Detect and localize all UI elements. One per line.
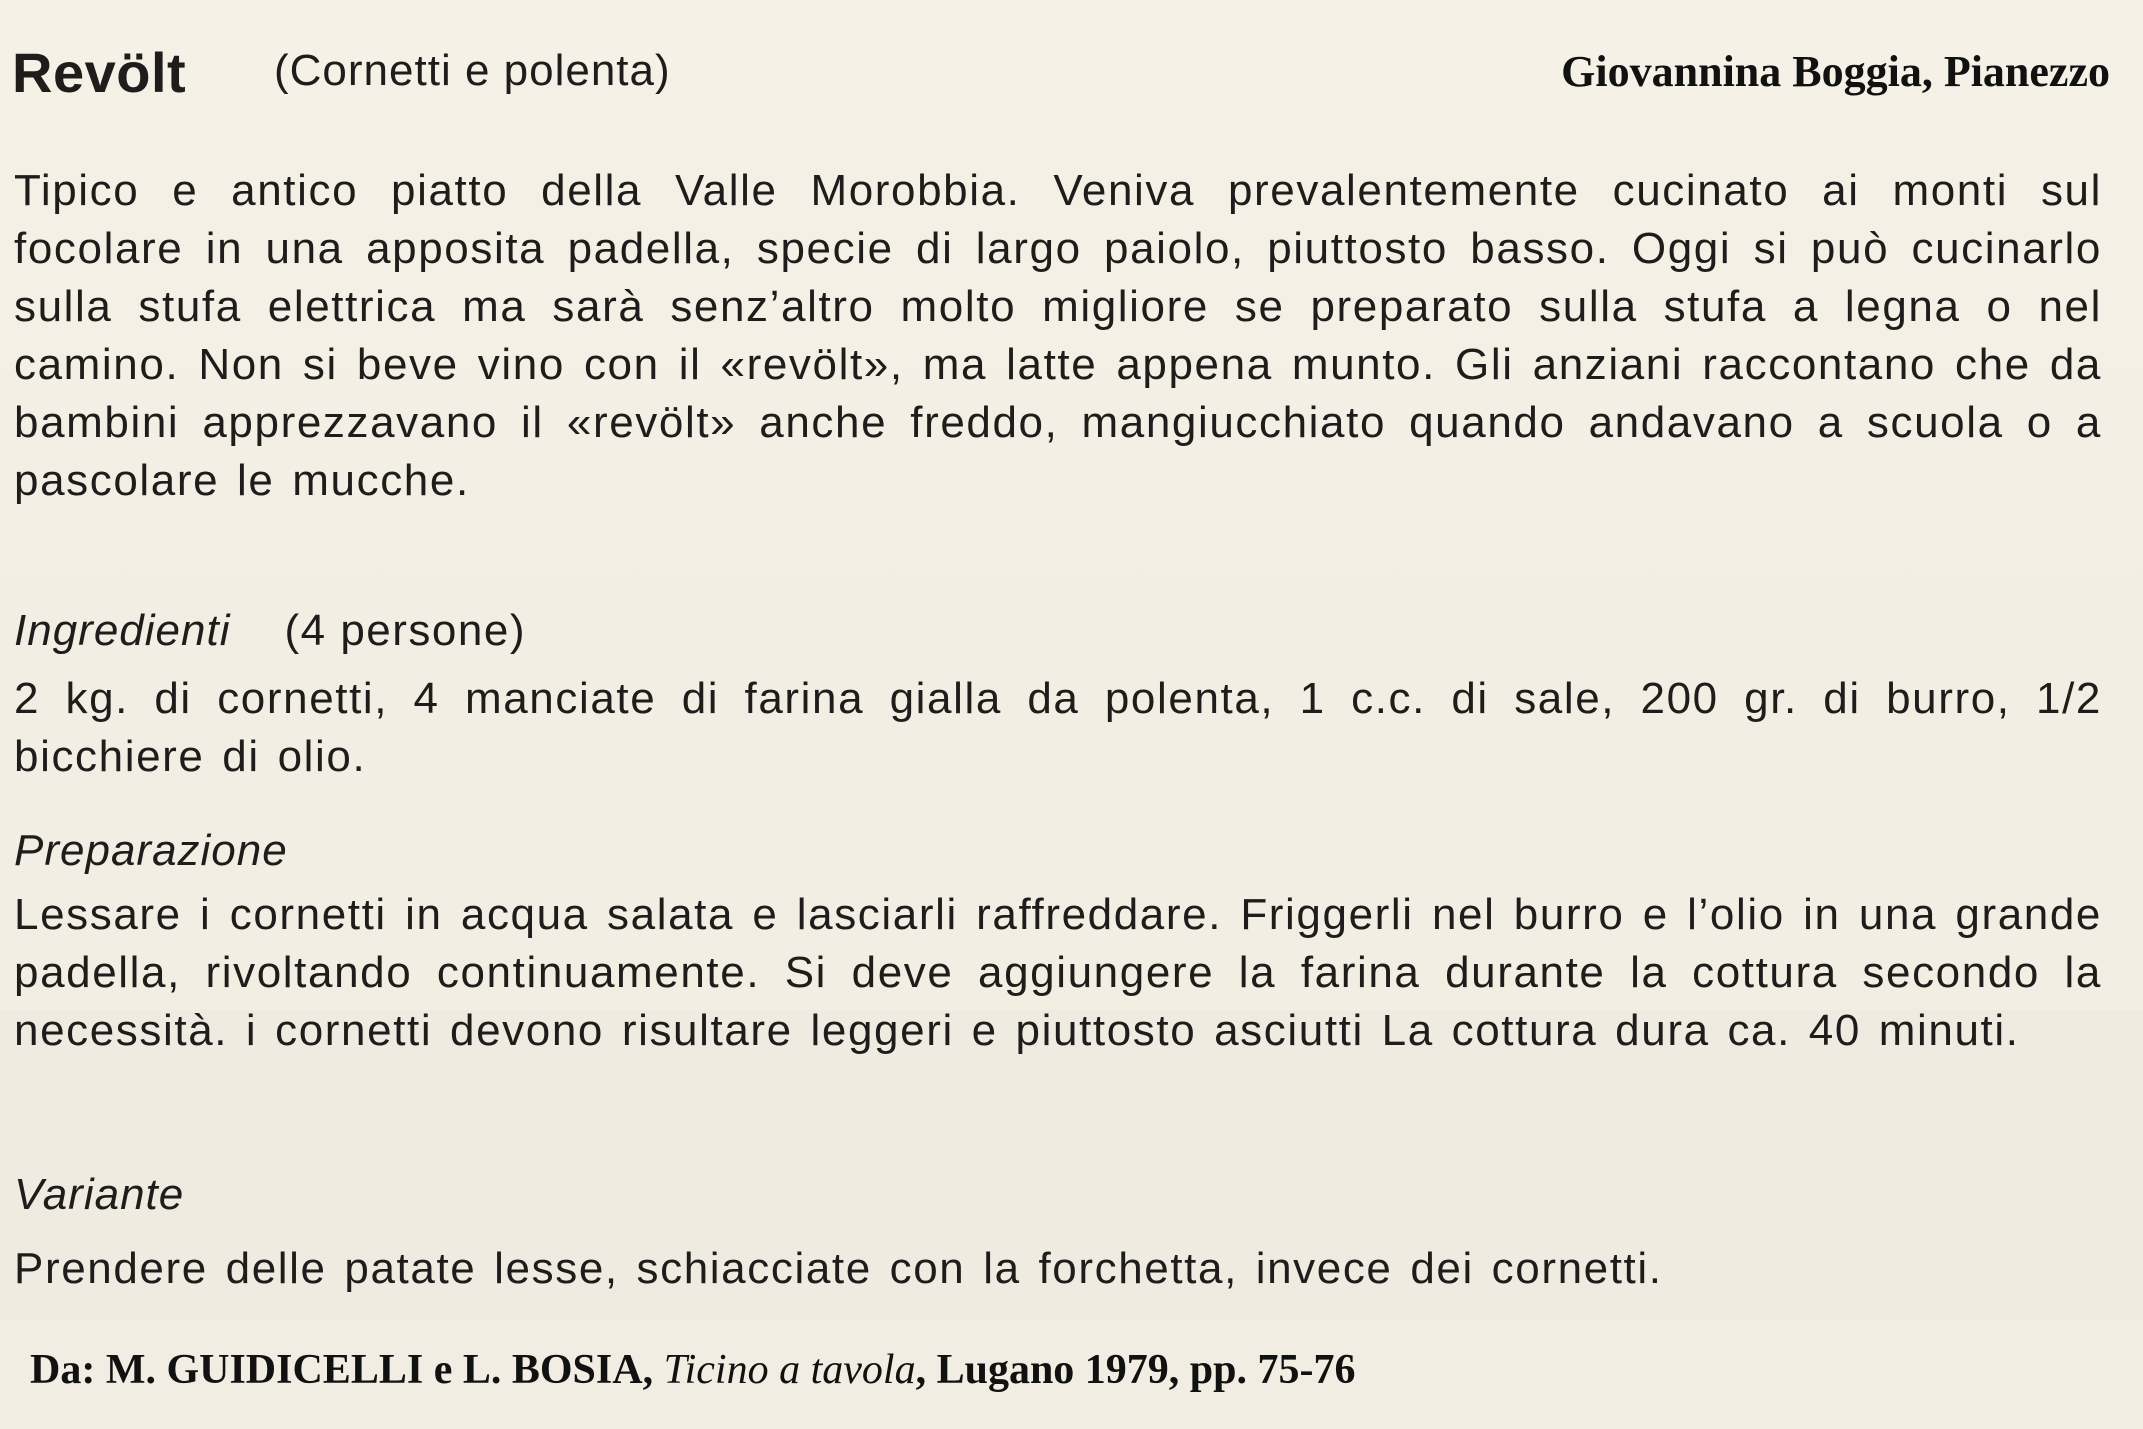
ingredients-text: 2 kg. di cornetti, 4 manciate di farina gialla da polenta, 1 c.c. di sale, 200 gr. di burro, 1/2 bicchiere di olio. (14, 674, 2102, 781)
source-book-title: Ticino a tavola (663, 1347, 916, 1393)
ingredients-servings: (4 persone) (284, 606, 526, 655)
ingredients-heading-label: Ingredienti (14, 606, 231, 655)
preparation-heading: Preparazione (14, 826, 288, 875)
title-row (12, 36, 2122, 116)
variant-text: Prendere delle patate lesse, schiacciate con la forchetta, invece dei cornetti. (14, 1244, 1663, 1293)
recipe-author: Giovannina Boggia, Pianezzo (1561, 47, 2110, 96)
intro-paragraph: Tipico e antico piatto della Valle Morobbia. Veniva prevalentemente cucinato ai monti sul focolare in una apposita padella, specie di largo paiolo, piuttosto basso. Oggi si può cucinarlo sulla stufa elettrica ma sarà senz’altro molto migliore se preparato sulla stufa a legna o nel camino. Non si beve vino con il «revölt», ma latte appena munto. Gli anziani raccontano che da bambini apprezzavano il «revölt» anche freddo, mangiucchiato quando andavano a scuola o a pascolare le mucche. (14, 166, 2102, 505)
recipe-title: Revölt (12, 41, 187, 104)
source-prefix: Da: M. GUIDICELLI e L. BOSIA, (30, 1347, 664, 1393)
ingredients-heading (14, 606, 526, 656)
source-suffix: , Lugano 1979, pp. 75-76 (915, 1347, 1356, 1393)
recipe-subtitle: (Cornetti e polenta) (274, 46, 671, 95)
preparation-text: Lessare i cornetti in acqua salata e lasciarli raffreddare. Friggerli nel burro e l’olio in una grande padella, rivoltando continuamente. Si deve aggiungere la farina durante la cottura secondo la necessità. i cornetti devono risultare leggeri e piuttosto asciutti La cottura dura ca. 40 minuti. (14, 890, 2102, 1055)
variant-heading: Variante (14, 1170, 185, 1219)
source-citation (30, 1346, 1356, 1394)
